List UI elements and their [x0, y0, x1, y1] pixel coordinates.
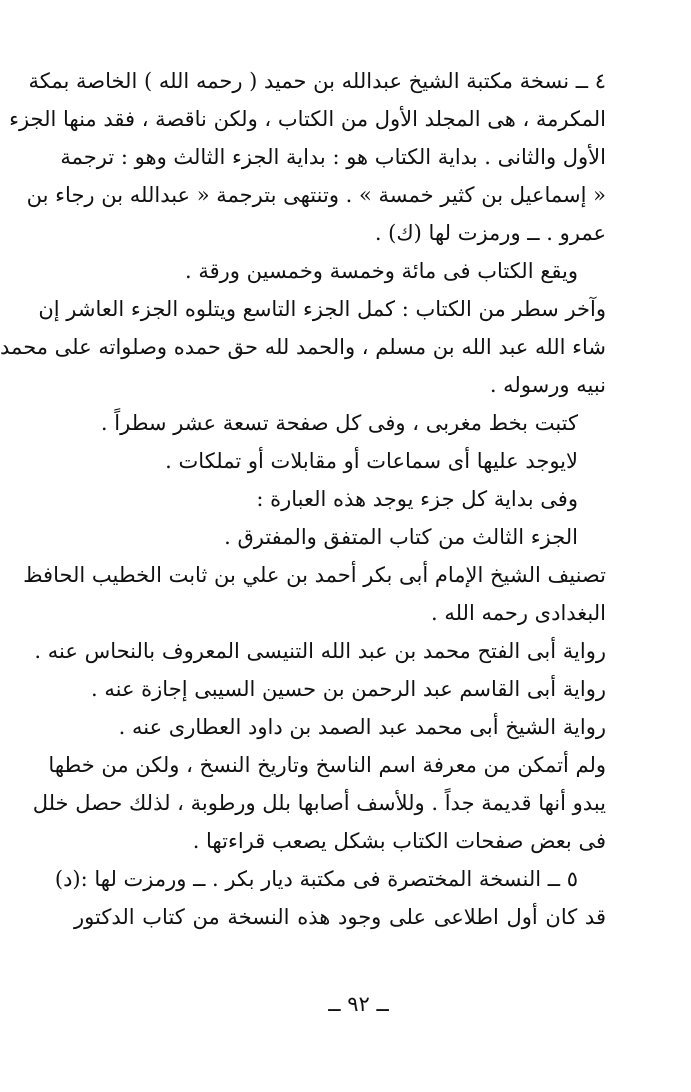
text-line: فى بعض صفحات الكتاب بشكل يصعب قراءتها . [192, 829, 606, 853]
text-line: المكرمة ، هى المجلد الأول من الكتاب ، ولكن ناقصة ، فقد منها الجزء [9, 107, 606, 131]
text-line: ٤ ــ نسخة مكتبة الشيخ عبدالله بن حميد ( رحمه الله ) الخاصة بمكة [28, 69, 606, 93]
text-line: ٥ ــ النسخة المختصرة فى مكتبة ديار بكر . ــ ورمزت لها :(د) [54, 867, 578, 891]
text-line: يبدو أنها قديمة جداً . وللأسف أصابها بلل ورطوبة ، لذلك حصل خلل [32, 791, 606, 815]
text-line: قد كان أول اطلاعى على وجود هذه النسخة من كتاب الدكتور [74, 905, 606, 929]
text-line: نبيه ورسوله . [489, 373, 606, 397]
text-line: شاء الله عبد الله بن مسلم ، والحمد لله حق حمده وصلواته على محمد [0, 335, 606, 359]
text-line: « إسماعيل بن كثير خمسة » . وتنتهى بترجمة « عبدالله بن رجاء بن [26, 183, 606, 207]
text-line: لايوجد عليها أى سماعات أو مقابلات أو تملكات . [165, 449, 578, 473]
page-number: ــ ٩٢ ــ [328, 992, 389, 1016]
text-line: الجزء الثالث من كتاب المتفق والمفترق . [224, 525, 578, 549]
document-page [0, 62, 606, 936]
text-line: رواية أبى القاسم عبد الرحمن بن حسين السيبى إجازة عنه . [91, 677, 606, 701]
text-line: تصنيف الشيخ الإمام أبى بكر أحمد بن علي بن ثابت الخطيب الحافظ [23, 563, 606, 587]
text-line: وفى بداية كل جزء يوجد هذه العبارة : [256, 487, 578, 511]
text-line: عمرو . ــ ورمزت لها (ك) . [374, 221, 606, 245]
text-line: وآخر سطر من الكتاب : كمل الجزء التاسع ويتلوه الجزء العاشر إن [38, 297, 606, 321]
text-line: ولم أتمكن من معرفة اسم الناسخ وتاريخ النسخ ، ولكن من خطها [48, 753, 606, 777]
text-line: كتبت بخط مغربى ، وفى كل صفحة تسعة عشر سطراً . [100, 411, 578, 435]
text-line: رواية الشيخ أبى محمد عبد الصمد بن داود العطارى عنه . [118, 715, 606, 739]
text-line: البغدادى رحمه الله . [430, 601, 606, 625]
text-line: رواية أبى الفتح محمد بن عبد الله التنيسى المعروف بالنحاس عنه . [34, 639, 606, 663]
text-line: ويقع الكتاب فى مائة وخمسة وخمسين ورقة . [185, 259, 578, 283]
text-line: الأول والثانى . بداية الكتاب هو : بداية الجزء الثالث وهو : ترجمة [60, 145, 606, 169]
